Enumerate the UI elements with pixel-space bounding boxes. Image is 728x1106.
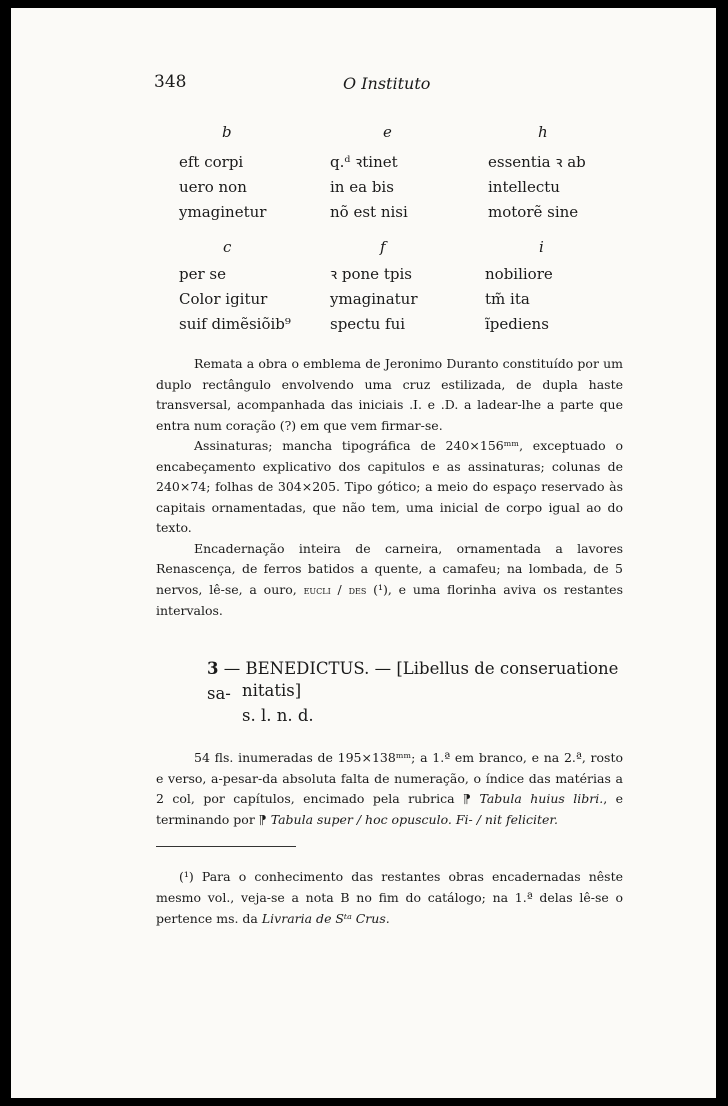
- entry-imprint: s. l. n. d.: [242, 706, 314, 725]
- binding-text: Encadernação inteira de carneira, ornamentada a lavores Renascença, de ferros batidos a quente, a camafeu; na lombada, de 5 nervos, lê-se, a ouro,: [156, 540, 623, 597]
- table-cell: eft corpi: [179, 153, 244, 171]
- table-column: [330, 262, 418, 337]
- table-column: [488, 150, 586, 225]
- table-cell: in ea bis: [330, 178, 394, 196]
- paragraph-description: [156, 748, 623, 830]
- entry-dash: —: [218, 659, 246, 678]
- table-column: [330, 150, 408, 225]
- binding-text-end: (¹), e uma florinha aviva os restantes intervalos.: [156, 581, 623, 618]
- colophon-text: Tabula super / hoc opusculo. Fi- / nit feliciter.: [270, 811, 558, 827]
- table-cell: spectu fui: [330, 315, 406, 333]
- paragraph-binding: [156, 539, 623, 622]
- spine-separator: /: [330, 581, 349, 597]
- footnote-divider: [156, 846, 296, 847]
- spine-title-part2: des: [348, 583, 367, 597]
- page: [11, 8, 716, 1098]
- footnote-library: Livraria de Sᵗᵃ Crus.: [261, 911, 390, 926]
- table-cell: Color igitur: [179, 290, 268, 308]
- entry-number: 3: [207, 659, 219, 678]
- page-number: 348: [154, 72, 187, 92]
- table-column: [485, 262, 553, 337]
- table-cell: ymaginetur: [179, 203, 267, 221]
- table-cell: uero non: [179, 178, 247, 196]
- description-text: [156, 748, 623, 830]
- table-cell: ꝛ pone tpis: [330, 265, 412, 283]
- column-letter: f: [380, 238, 386, 256]
- entry-title: BENEDICTUS. — [Libellus de conseruatione sa-: [207, 659, 619, 703]
- rubric-title: Tabula huius libri.: [479, 791, 604, 806]
- column-letter: i: [539, 238, 544, 256]
- table-cell: ymaginatur: [330, 290, 418, 308]
- table-cell: tm̃ ita: [485, 290, 530, 308]
- table-cell: per se: [179, 265, 226, 283]
- table-cell: essentia ꝛ ab: [488, 153, 586, 171]
- footnote: [156, 866, 623, 929]
- table-cell: ĩpediens: [485, 315, 549, 333]
- table-column: [179, 262, 291, 337]
- table-cell: suif dimẽsiõib⁹: [179, 315, 291, 333]
- description-part1: 54 fls. inumeradas de 195×138ᵐᵐ; a 1.ª em branco, e na 2.ª, rosto e verso, a-pesar-da absoluta falta de numeração, o índice das matérias a 2 col, por capítulos, encimado pela rubrica ⁋: [156, 750, 623, 806]
- paragraph-emblem: Remata a obra o emblema de Jeronimo Duranto constituído por um duplo rectângulo envolvendo uma cruz estilizada, de dupla haste transversal, acompanhada das iniciais .I. e .D. a ladear-lhe a parte que entra num coração (?) em que vem firmar-se.: [156, 356, 623, 433]
- column-letter: b: [222, 123, 232, 141]
- spine-title-part1: eucli: [303, 583, 331, 597]
- entry-title-continuation: nitatis]: [242, 681, 302, 700]
- paragraph-signatures: Assinaturas; mancha tipográfica de 240×156ᵐᵐ, exceptuado o encabeçamento explicativo dos capitulos e as assinaturas; colunas de 240×74; folhas de 304×205. Tipo gótico; a meio do espaço reservado às capitais ornamentadas, que não tem, uma inicial de corpo igual ao do texto.: [156, 438, 623, 535]
- column-letter: c: [223, 238, 232, 256]
- table-cell: q.ᵈ ꝛtinet: [330, 153, 398, 171]
- table-cell: nobiliore: [485, 265, 553, 283]
- table-cell: nõ est nisi: [330, 203, 408, 221]
- table-cell: intellectu: [488, 178, 560, 196]
- body-text: [156, 354, 623, 622]
- description-part2: , e terminando por ⁋: [156, 791, 623, 827]
- column-letter: h: [538, 123, 548, 141]
- footnote-text: (¹) Para o conhecimento das restantes obras encadernadas nêste mesmo vol., veja-se a nota B no fim do catálogo; na 1.ª delas lê-se o pertence ms. da: [156, 869, 623, 926]
- running-title: O Instituto: [343, 74, 431, 93]
- table-cell: motorẽ sine: [488, 203, 579, 221]
- column-letter: e: [383, 123, 392, 141]
- table-column: [179, 150, 266, 225]
